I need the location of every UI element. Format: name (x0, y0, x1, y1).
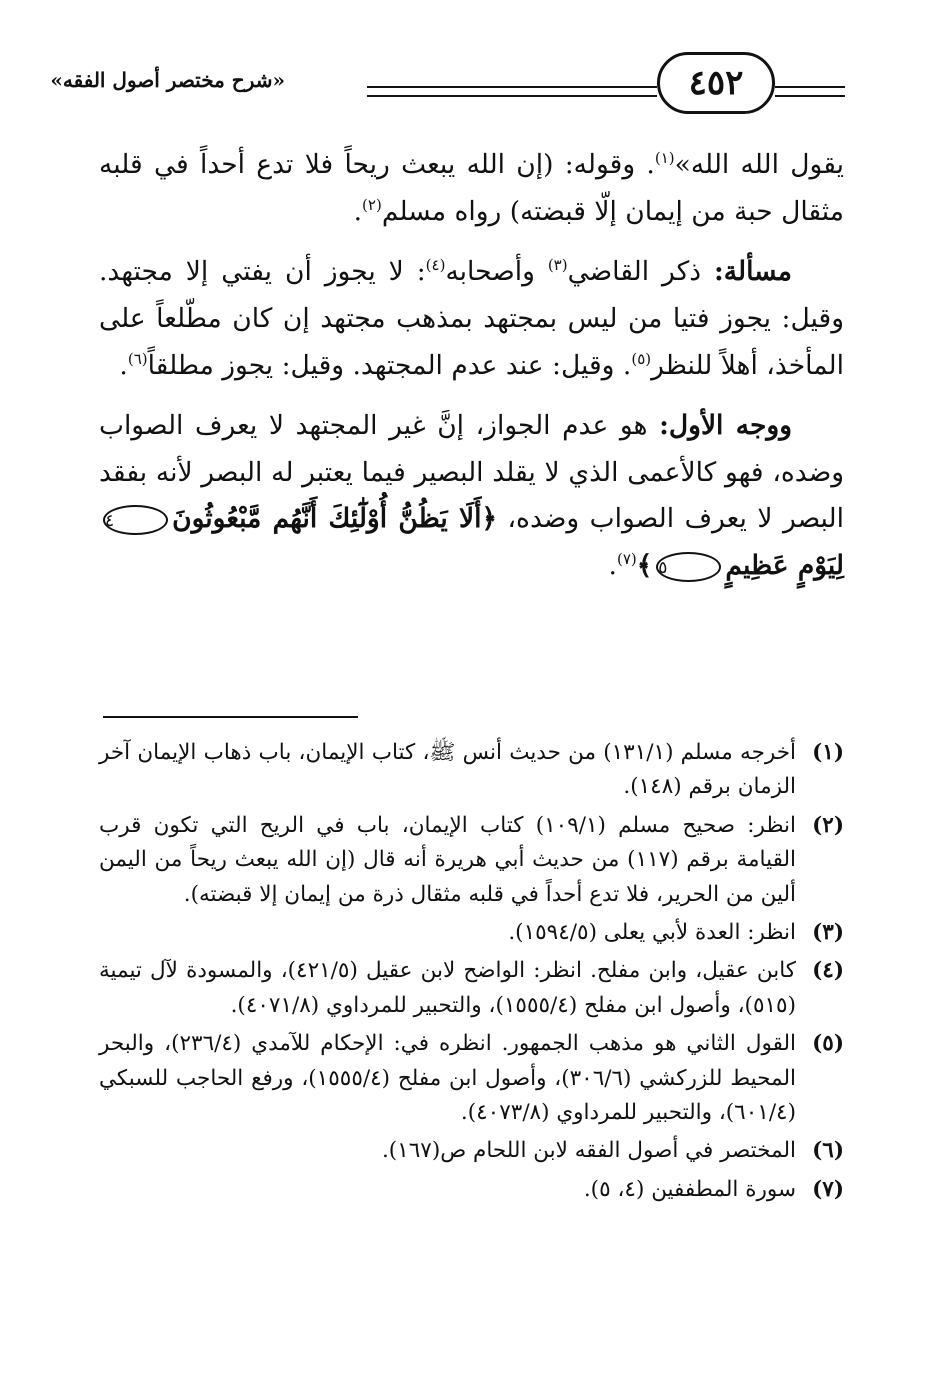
section-label: ووجه الأول: (659, 410, 792, 442)
footnote-divider (103, 716, 358, 718)
book-title: «شرح مختصر أصول الفقه» (50, 68, 285, 92)
footnote-text: أخرجه مسلم (١٣١/١) من حديث أنس ﷺ، كتاب الإيمان، باب ذهاب الإيمان آخر الزمان برقم (١٤٨). (99, 740, 796, 800)
paragraph (99, 403, 844, 590)
footnotes (99, 736, 844, 1211)
ayah-number-icon: ٥ (656, 552, 721, 582)
text-span: ذكر القاضي (567, 256, 715, 288)
page-number: ٤٥٢ (657, 52, 775, 114)
text-span: هو عدم الجواز، إنَّ غير المجتهد لا يعرف الصواب وضده، فهو كالأعمى الذي لا يقلد البصير فيما يعتبر له البصر لأنه بفقد البصر لا يعرف الصواب وضده، (99, 410, 844, 535)
ayah-number-icon: ٤ (103, 505, 168, 535)
footnote-text: المختصر في أصول الفقه لابن اللحام ص(١٦٧). (381, 1138, 796, 1164)
footnote-number: (٢) (812, 812, 844, 838)
text-span: : لا يجوز أن يفتي إلا مجتهد. وقيل: يجوز فتيا من ليس بمجتهد بمذهب مجتهد إن كان مطّلعاً على المأخذ، أهلاً للنظر (99, 256, 844, 381)
header-double-rule (367, 86, 657, 97)
header-double-rule (775, 86, 845, 97)
footnote-ref: (٦) (127, 349, 148, 368)
footnote-item (99, 916, 844, 950)
text-span: . وقيل: عند عدم المجتهد. وقيل: يجوز مطلقاً (147, 349, 632, 381)
footnote-item (99, 1134, 844, 1168)
footnote-number: (٥) (812, 1031, 844, 1057)
text-span: . (119, 349, 128, 381)
text-span: . (353, 195, 363, 227)
footnote-number: (٦) (812, 1138, 844, 1164)
footnote-item (99, 1173, 844, 1207)
footnote-ref: (٢) (362, 195, 382, 214)
footnote-number: (٤) (812, 958, 844, 984)
quran-verse: ﴿أَلَا يَظُنُّ أُوْلَٰٓئِكَ أَنَّهُم مَّبْعُوثُونَ (172, 503, 497, 535)
footnote-ref: (١) (654, 149, 675, 168)
text-span: وأصحابه (445, 256, 548, 288)
footnote-number: (٣) (812, 919, 844, 945)
footnote-ref: (٧) (616, 550, 637, 569)
footnote-item (99, 736, 844, 805)
footnote-ref: (٤) (425, 256, 446, 275)
issue-label: مسألة: (714, 256, 792, 288)
text-span: يقول الله الله» (674, 149, 844, 180)
paragraph (99, 142, 844, 235)
footnote-item (99, 1027, 844, 1130)
footnote-item (99, 954, 844, 1023)
page-header (50, 52, 845, 122)
footnote-item (99, 809, 844, 912)
footnote-text: سورة المطففين (٤، ٥). (583, 1176, 796, 1202)
footnote-ref: (٣) (547, 256, 568, 275)
footnote-text: انظر: صحيح مسلم (١٠٩/١) كتاب الإيمان، باب في الريح التي تكون قرب القيامة برقم (١١٧) من حديث أبي هريرة أنه قال (إن الله يبعث ريحاً من اليمن ألين من الحرير، فلا تدع أحداً في قلبه مثقال ذرة من إيمان إلا قبضته). (99, 812, 797, 907)
footnote-ref: (٥) (631, 349, 652, 368)
footnote-number: (٧) (812, 1176, 844, 1202)
quran-bracket: ﴾ (636, 550, 653, 581)
paragraph (99, 249, 844, 389)
text-span: . وقوله: (إن الله يبعث ريحاً فلا تدع أحداً في قلبه مثقال حبة من إيمان إلّا قبضته) رواه مسلم (99, 149, 844, 227)
text-span: . (608, 550, 617, 581)
footnote-text: انظر: العدة لأبي يعلى (١٥٩٤/٥). (508, 919, 796, 945)
footnote-number: (١) (812, 740, 844, 765)
footnote-text: القول الثاني هو مذهب الجمهور. انظره في: الإحكام للآمدي (٢٣٦/٤)، والبحر المحيط للزركشي (٣٠٦/٦)، وأصول ابن مفلح (١٥٥٥/٤)، ورفع الحاجب للسبكي (٦٠١/٤)، والتحبير للمرداوي (٤٠٧٣/٨). (99, 1031, 796, 1125)
main-text (99, 142, 844, 604)
quran-verse: لِيَوْمٍ عَظِيمٍ (725, 550, 844, 581)
footnote-text: كابن عقيل، وابن مفلح. انظر: الواضح لابن عقيل (٤٢١/٥)، والمسودة لآل تيمية (٥١٥)، وأصول ابن مفلح (١٥٥٥/٤)، والتحبير للمرداوي (٤٠٧١/٨). (99, 958, 796, 1018)
